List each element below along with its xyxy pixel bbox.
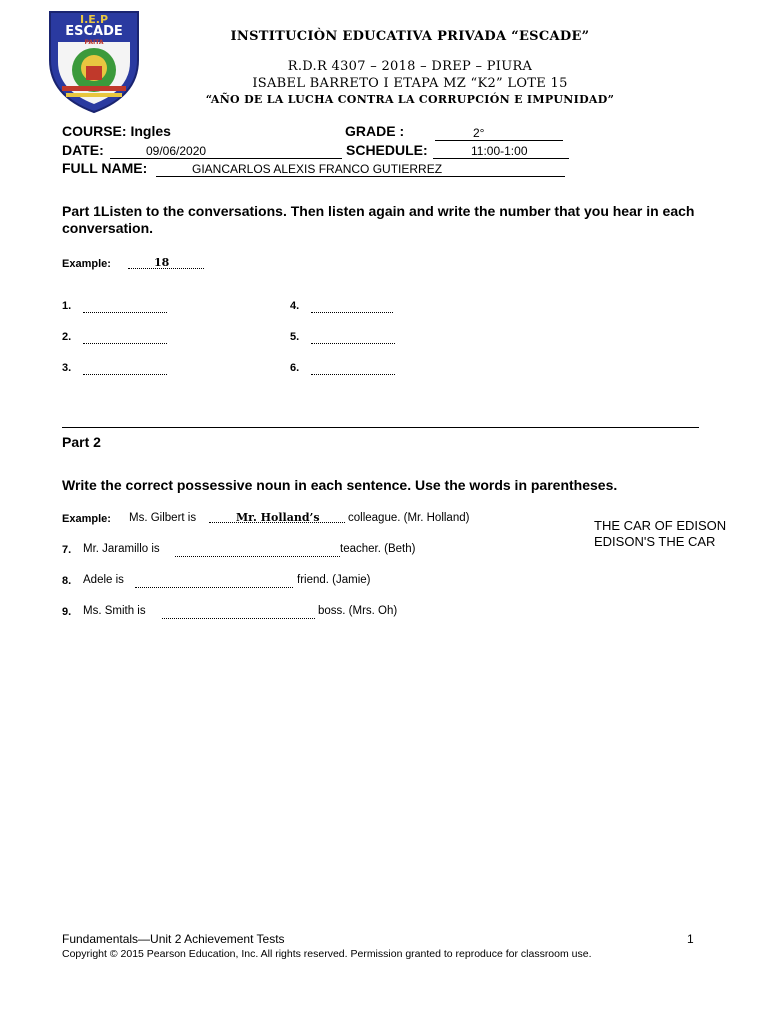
part1-example-label: Example:: [62, 258, 111, 270]
part1-item-5-blank[interactable]: [311, 333, 395, 344]
part1-item-1-blank[interactable]: [83, 302, 167, 313]
part2-q8-before: Adele is: [83, 574, 124, 586]
footer-page-number: 1: [687, 932, 694, 946]
date-field[interactable]: 09/06/2020: [110, 144, 342, 159]
part2-example-after: colleague. (Mr. Holland): [348, 512, 470, 524]
part1-instruction: Part 1Listen to the conversations. Then listen again and write the number that you hear in each conversation.: [62, 203, 695, 236]
part2-q9-after: boss. (Mrs. Oh): [318, 605, 398, 617]
header-address: ISABEL BARRETO I ETAPA MZ “K2” LOTE 15: [252, 76, 568, 91]
date-label: DATE:: [62, 142, 104, 158]
schedule-field[interactable]: 11:00-1:00: [433, 144, 569, 159]
part2-q9-before: Ms. Smith is: [83, 605, 146, 617]
section-divider: [62, 427, 699, 428]
part1-item-6-blank[interactable]: [311, 364, 395, 375]
part1-item-3-blank[interactable]: [83, 364, 167, 375]
student-note-line-2: EDISON'S THE CAR: [594, 534, 716, 549]
part2-title: Part 2: [62, 434, 101, 450]
part1-item-4-number: 4.: [290, 300, 300, 312]
part1-item-4-blank[interactable]: [311, 302, 393, 313]
part2-example-value: Mr. Holland’s: [236, 511, 320, 524]
part1-item-1-number: 1.: [62, 300, 72, 312]
grade-field[interactable]: 2°: [435, 126, 563, 141]
part2-q7-blank[interactable]: [175, 546, 340, 557]
course-label: COURSE: Ingles: [62, 123, 171, 139]
part2-q9-blank[interactable]: [162, 608, 315, 619]
part2-q9-number: 9.: [62, 606, 72, 618]
footer-copyright: Copyright © 2015 Pearson Education, Inc. All rights reserved. Permission granted to reproduce for classroom use.: [62, 948, 592, 960]
grade-label: GRADE :: [345, 123, 405, 139]
part1-item-5-number: 5.: [290, 331, 300, 343]
part1-item-2-blank[interactable]: [83, 333, 167, 344]
part2-instruction: Write the correct possessive noun in each sentence. Use the words in parentheses.: [62, 477, 618, 493]
logo-text-city: PAITA: [84, 39, 104, 46]
part2-q7-after: teacher. (Beth): [340, 543, 416, 555]
full-name-label: FULL NAME:: [62, 160, 148, 176]
part1-item-6-number: 6.: [290, 362, 300, 374]
student-note-line-1: THE CAR OF EDISON: [594, 518, 727, 533]
part1-item-3-number: 3.: [62, 362, 72, 374]
part2-q8-number: 8.: [62, 575, 72, 587]
full-name-field[interactable]: GIANCARLOS ALEXIS FRANCO GUTIERREZ: [156, 162, 565, 177]
part2-q7-number: 7.: [62, 544, 72, 556]
part2-example-label: Example:: [62, 513, 111, 525]
logo-text-top: I.E.P: [79, 13, 109, 26]
header-institution: INSTITUCIÒN EDUCATIVA PRIVADA “ESCADE”: [230, 29, 590, 44]
footer-title: Fundamentals—Unit 2 Achievement Tests: [62, 932, 285, 946]
part1-example-answer: [128, 258, 204, 269]
part2-example-answer: [209, 512, 345, 523]
header-resolution: R.D.R 4307 – 2018 – DREP – PIURA: [287, 59, 533, 74]
logo-text-name: ESCADE: [65, 24, 123, 39]
part2-q7-before: Mr. Jaramillo is: [83, 543, 160, 555]
part2-q8-after: friend. (Jamie): [297, 574, 371, 586]
schedule-label: SCHEDULE:: [346, 142, 428, 158]
part1-example-value: 18: [154, 256, 170, 269]
part2-example-before: Ms. Gilbert is: [129, 512, 197, 524]
school-logo: [46, 8, 142, 114]
part2-q8-blank[interactable]: [135, 577, 293, 588]
part1-item-2-number: 2.: [62, 331, 72, 343]
header-motto: “AÑO DE LA LUCHA CONTRA LA CORRUPCIÓN E IMPUNIDAD”: [205, 93, 615, 106]
